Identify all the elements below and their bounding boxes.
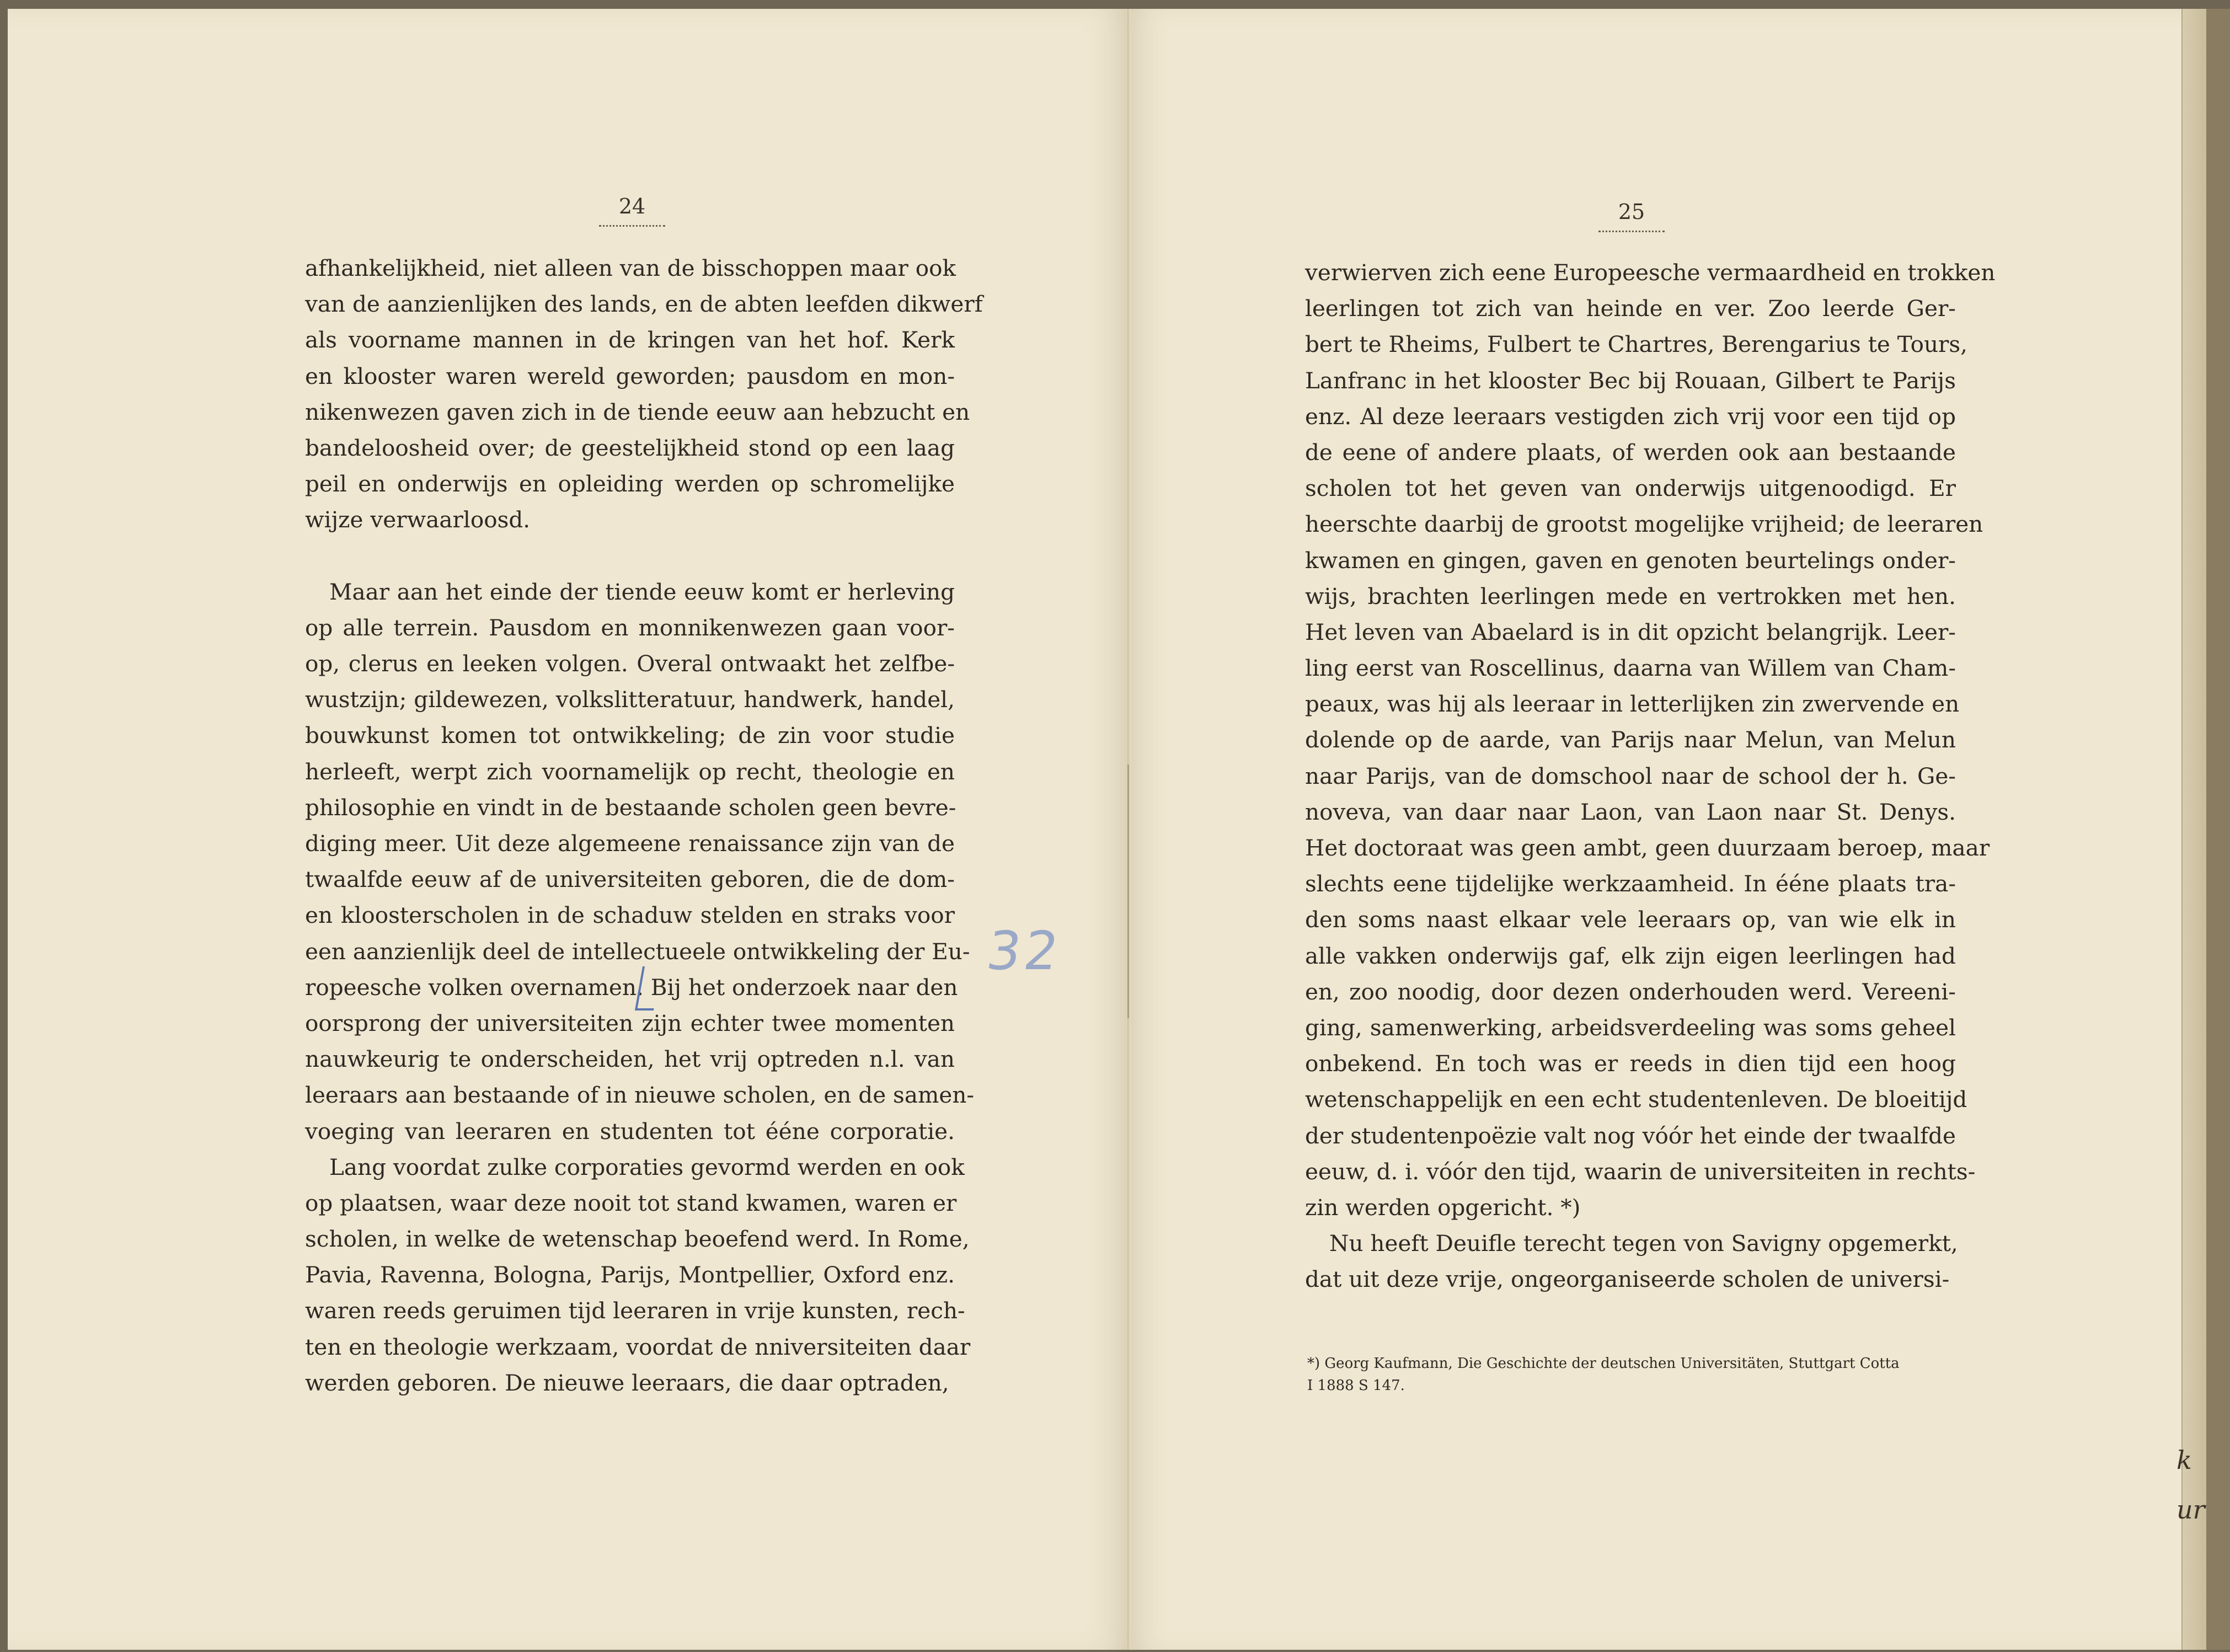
text-line: heerschte daarbij de grootst mogelijke vrijheid; de leeraren [1305, 511, 1983, 538]
text-line: scholen tot het geven van onderwijs uitgenoodigd. Er [1305, 475, 1956, 502]
text-line: Het leven van Abaelard is in dit opzicht belangrijk. Leer- [1305, 618, 1956, 645]
text-line: dat uit deze vrije, ongeorganiseerde scholen de universi- [1305, 1266, 1950, 1293]
text-line: ten en theologie werkzaam, voordat de nniversiteiten daar [305, 1333, 971, 1360]
text-line: Pavia, Ravenna, Bologna, Parijs, Montpellier, Oxford enz. [305, 1261, 955, 1289]
text-line: leeraars aan bestaande of in nieuwe scholen, en de samen- [305, 1082, 975, 1109]
text-line: en, zoo noodig, door dezen onderhouden werd. Vereeni- [1305, 978, 1956, 1005]
scan-background [2206, 9, 2230, 1650]
page-number-underline [599, 222, 665, 227]
text-line: waren reeds geruimen tijd leeraren in vrije kunsten, rech- [305, 1297, 965, 1324]
footnote-line: I 1888 S 147. [1307, 1377, 1405, 1394]
text-line: wijs, brachten leerlingen mede en vertrokken met hen. [1305, 582, 1956, 610]
margin-scrawl-bottom: ur [2176, 1495, 2205, 1525]
text-line: scholen, in welke de wetenschap beoefend werd. In Rome, [305, 1226, 970, 1253]
text-line: bouwkunst komen tot ontwikkeling; de zin voor studie [305, 722, 955, 749]
text-line: noveva, van daar naar Laon, van Laon naar St. Denys. [1305, 798, 1956, 825]
left-page-number [593, 194, 671, 227]
paragraph-gap [305, 538, 955, 574]
text-line: verwierven zich eene Europeesche vermaardheid en trokken [1305, 259, 1996, 286]
text-line: naar Parijs, van de domschool naar de school der h. Ge- [1305, 762, 1956, 789]
text-line: peil en onderwijs en opleiding werden op schromelijke [305, 471, 955, 498]
text-line: enz. Al deze leeraars vestigden zich vrij voor een tijd op [1305, 403, 1956, 430]
text-line: werden geboren. De nieuwe leeraars, die daar optraden, [305, 1369, 949, 1396]
text-line: ging, samenwerking, arbeidsverdeeling was soms geheel [1305, 1014, 1956, 1041]
text-line: kwamen en gingen, gaven en genoten beurtelings onder- [1305, 547, 1956, 574]
left-page-body [305, 250, 983, 1401]
text-line: Lang voordat zulke corporaties gevormd werden en ook [329, 1153, 965, 1180]
text-line: bandeloosheid over; de geestelijkheid stond op een laag [305, 434, 955, 461]
text-line: bert te Rheims, Fulbert te Chartres, Berengarius te Tours, [1305, 331, 1968, 358]
text-line: den soms naast elkaar vele leeraars op, van wie elk in [1305, 906, 1956, 933]
text-line: als voorname mannen in de kringen van het hof. Kerk [305, 327, 955, 354]
text-line: de eene of andere plaats, of werden ook aan bestaande [1305, 439, 1956, 466]
text-line: onbekend. En toch was er reeds in dien tijd een hoog [1305, 1050, 1956, 1077]
text-line: Nu heeft Deuifle terecht tegen von Savigny opgemerkt, [1329, 1230, 1958, 1257]
text-line: der studentenpoëzie valt nog vóór het einde der twaalfde [1305, 1122, 1956, 1149]
pencil-annotation: 32 [983, 920, 1066, 982]
text-line: nikenwezen gaven zich in de tiende eeuw aan hebzucht en [305, 398, 970, 425]
binding-thread [1127, 764, 1133, 1018]
text-line: wustzijn; gildewezen, volkslitteratuur, handwerk, handel, [305, 686, 955, 713]
page-number-underline [1598, 227, 1665, 232]
text-line: eeuw, d. i. vóór den tijd, waarin de universiteiten in rechts- [1305, 1158, 1976, 1185]
text-line: alle vakken onderwijs gaf, elk zijn eigen leerlingen had [1305, 942, 1956, 969]
margin-scrawl-top: k [2176, 1445, 2192, 1475]
text-line: afhankelijkheid, niet alleen van de bisschoppen maar ook [305, 255, 956, 281]
right-page-number [1593, 200, 1670, 232]
text-line: philosophie en vindt in de bestaande scholen geen bevre- [305, 794, 956, 821]
text-line: ling eerst van Roscellinus, daarna van Willem van Cham- [1305, 655, 1956, 682]
text-line: ropeesche volken overnamen. Bij het onderzoek naar den [305, 974, 958, 1001]
text-line: dolende op de aarde, van Parijs naar Melun, van Melun [1305, 726, 1956, 753]
text-line: diging meer. Uit deze algemeene renaissance zijn van de [305, 830, 955, 857]
text-line: op, clerus en leeken volgen. Overal ontwaakt het zelfbe- [305, 650, 955, 677]
text-line: oorsprong der universiteiten zijn echter twee momenten [305, 1009, 955, 1036]
text-line: leerlingen tot zich van heinde en ver. Zoo leerde Ger- [1305, 295, 1956, 322]
right-page-body [1305, 255, 1996, 1297]
text-line: op plaatsen, waar deze nooit tot stand kwamen, waren er [305, 1189, 957, 1216]
text-line: een aanzienlijk deel de intellectueele ontwikkeling der Eu- [305, 938, 970, 965]
footnote [1307, 1352, 1956, 1397]
right-page-number-text: 25 [1618, 200, 1645, 224]
text-line: voeging van leeraren en studenten tot ééne corporatie. [305, 1118, 955, 1145]
text-line: slechts eene tijdelijke werkzaamheid. In ééne plaats tra- [1305, 870, 1956, 897]
text-line: wijze verwaarloosd. [305, 506, 531, 533]
text-line: en kloosterscholen in de schaduw stelden en straks voor [305, 902, 955, 929]
text-line: nauwkeurig te onderscheiden, het vrij optreden n.l. van [305, 1046, 955, 1073]
footnote-line: *) Georg Kaufmann, Die Geschichte der deutschen Universitäten, Stuttgart Cotta [1307, 1355, 1900, 1372]
left-page-number-text: 24 [618, 194, 646, 218]
text-line: peaux, was hij als leeraar in letterlijken zin zwervende en [1305, 691, 1960, 718]
text-line: van de aanzienlijken des lands, en de abten leefden dikwerf [305, 291, 983, 318]
text-line: twaalfde eeuw af de universiteiten geboren, die de dom- [305, 866, 955, 893]
text-line: en klooster waren wereld geworden; pausdom en mon- [305, 362, 955, 389]
text-line: wetenschappelijk en een echt studentenleven. De bloeitijd [1305, 1086, 1967, 1113]
text-line: herleeft, werpt zich voornamelijk op recht, theologie en [305, 758, 955, 785]
text-line: zin werden opgericht. *) [1305, 1194, 1581, 1221]
text-line: Maar aan het einde der tiende eeuw komt er herleving [329, 578, 955, 605]
text-line: op alle terrein. Pausdom en monnikenwezen gaan voor- [305, 614, 955, 641]
text-line: Lanfranc in het klooster Bec bij Rouaan, Gilbert te Parijs [1305, 367, 1956, 394]
text-line: Het doctoraat was geen ambt, geen duurzaam beroep, maar [1305, 835, 1990, 861]
